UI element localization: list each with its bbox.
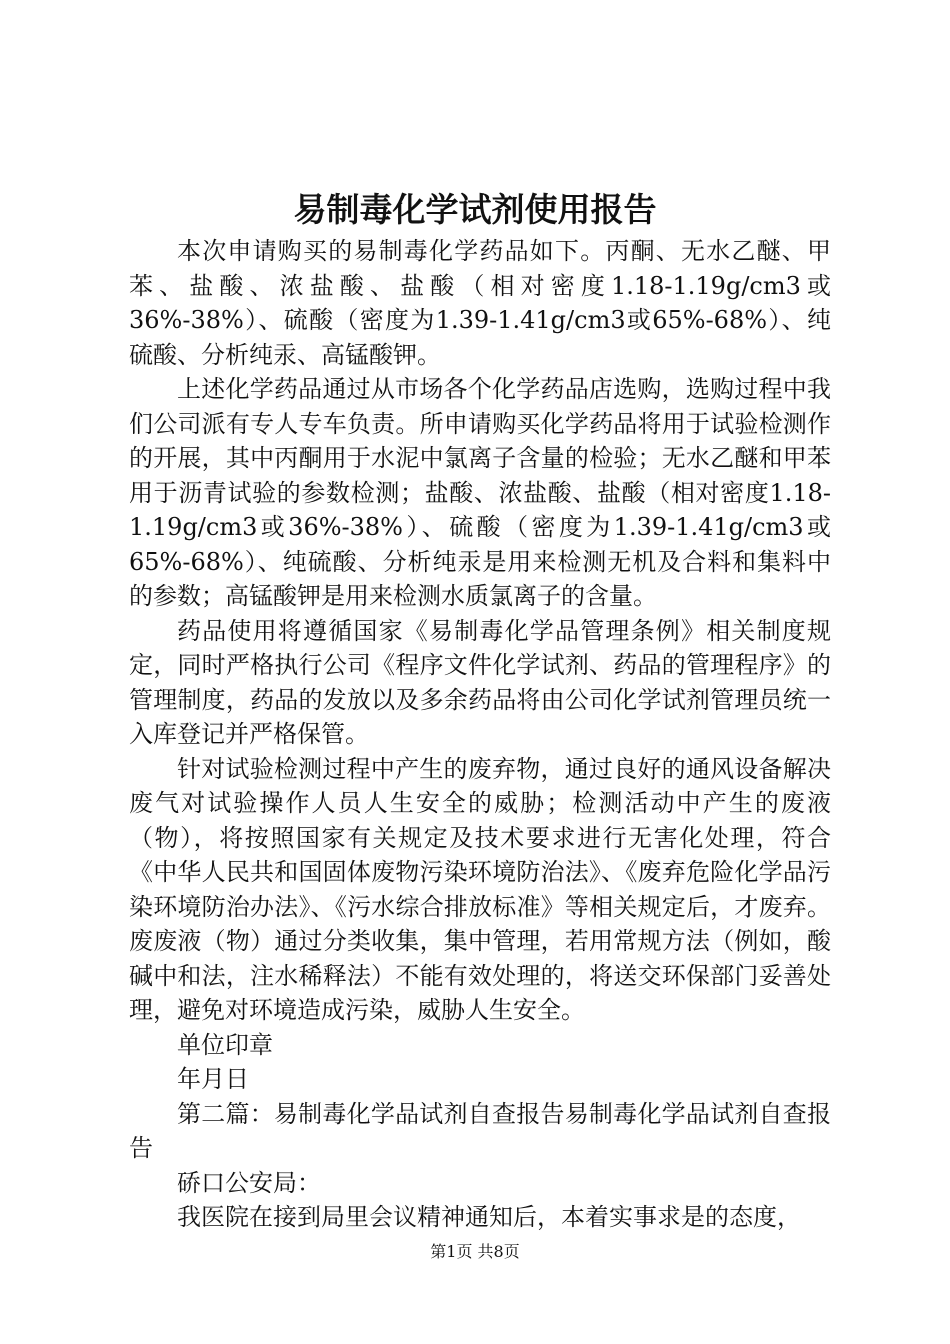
paragraph-second-article-heading: 第二篇：易制毒化学品试剂自查报告易制毒化学品试剂自查报告 — [129, 1099, 831, 1162]
paragraph-seal: 单位印章 — [177, 1030, 273, 1059]
paragraph-chemical-list: 本次申请购买的易制毒化学药品如下。丙酮、无水乙醚、甲苯、盐酸、浓盐酸、盐酸（相对密度1.18-1.19g/cm3或36%-38%）、硫酸（密度为1.39-1.41g/cm3或65%-68%）、纯硫酸、分析纯汞、高锰酸钾。 — [129, 237, 831, 369]
paragraph-purchase-usage: 上述化学药品通过从市场各个化学药品店选购，选购过程中我们公司派有专人专车负责。所申请购买化学药品将用于试验检测作的开展，其中丙酮用于水泥中氯离子含量的检验；无水乙醚和甲苯用于沥青试验的参数检测；盐酸、浓盐酸、盐酸（相对密度1.18-1.19g/cm3或36%-38%）、硫酸（密度为1.39-1.41g/cm3或65%-68%）、纯硫酸、分析纯汞是用来检测无机及合料和集料中的参数；高锰酸钾是用来检测水质氯离子的含量。 — [129, 375, 831, 610]
page-title: 易制毒化学试剂使用报告 — [293, 190, 657, 229]
page-footer: 第1页 共8页 — [430, 1242, 520, 1261]
paragraph-date: 年月日 — [177, 1065, 249, 1093]
document-body — [129, 234, 831, 1235]
paragraph-management: 药品使用将遵循国家《易制毒化学品管理条例》相关制度规定，同时严格执行公司《程序文件化学试剂、药品的管理程序》的管理制度，药品的发放以及多余药品将由公司化学试剂管理员统一入库登记并严格保管。 — [129, 616, 831, 748]
paragraph-waste-handling: 针对试验检测过程中产生的废弃物，通过良好的通风设备解决废气对试验操作人员人生安全的威胁；检测活动中产生的废液（物），将按照国家有关规定及技术要求进行无害化处理，符合《中华人民共和国固体废物污染环境防治法》、《废弃危险化学品污染环境防治办法》、《污水综合排放标准》等相关规定后，才废弃。废废液（物）通过分类收集，集中管理，若用常规方法（例如，酸碱中和法，注水稀释法）不能有效处理的，将送交环保部门妥善处理，避免对环境造成污染，威胁人生安全。 — [129, 754, 831, 1024]
paragraph-addressee: 硚口公安局： — [177, 1168, 321, 1197]
paragraph-second-article-body: 我医院在接到局里会议精神通知后，本着实事求是的态度， — [177, 1203, 801, 1231]
